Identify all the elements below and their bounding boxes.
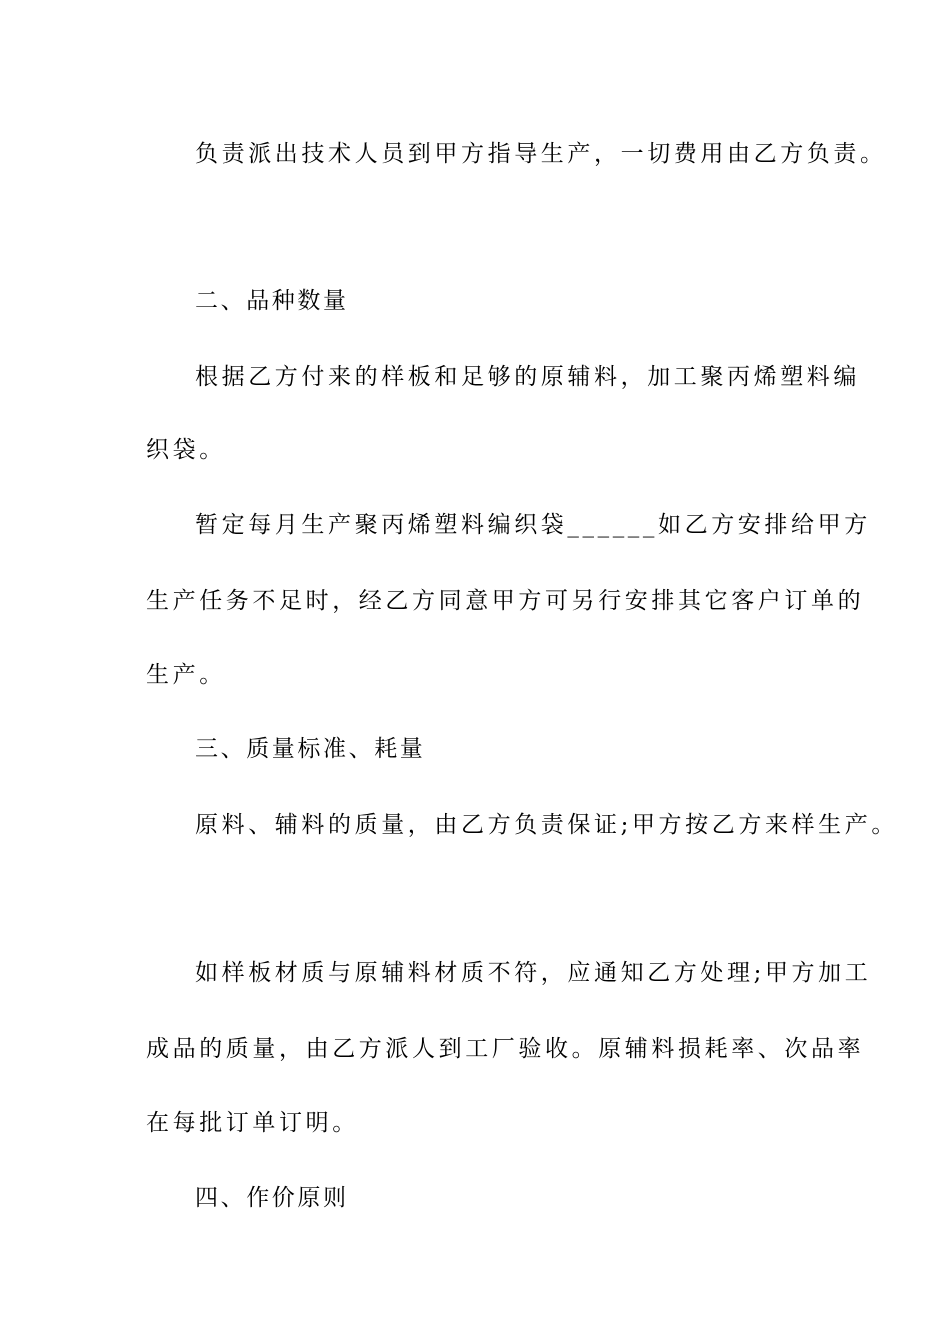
paragraph-line: 负责派出技术人员到甲方指导生产，一切费用由乙方负责。 xyxy=(195,141,887,167)
paragraph-line: 原料、辅料的质量，由乙方负责保证;甲方按乙方来样生产。 xyxy=(195,812,898,838)
paragraph-line: 暂定每月生产聚丙烯塑料编织袋______如乙方安排给甲方 xyxy=(195,512,871,538)
paragraph-line: 如样板材质与原辅料材质不符，应通知乙方处理;甲方加工 xyxy=(195,960,872,986)
paragraph-line: 生产任务不足时，经乙方同意甲方可另行安排其它客户订单的 xyxy=(146,588,865,614)
paragraph-line: 成品的质量，由乙方派人到工厂验收。原辅料损耗率、次品率 xyxy=(146,1036,865,1062)
paragraph-line: 织袋。 xyxy=(146,437,226,463)
paragraph-line: 生产。 xyxy=(146,662,226,688)
section-heading-2: 二、品种数量 xyxy=(195,288,349,314)
paragraph-line: 根据乙方付来的样板和足够的原辅料，加工聚丙烯塑料编 xyxy=(195,364,860,390)
section-heading-4: 四、作价原则 xyxy=(195,1185,349,1211)
paragraph-line: 在每批订单订明。 xyxy=(146,1110,359,1136)
section-heading-3: 三、质量标准、耗量 xyxy=(195,736,426,762)
